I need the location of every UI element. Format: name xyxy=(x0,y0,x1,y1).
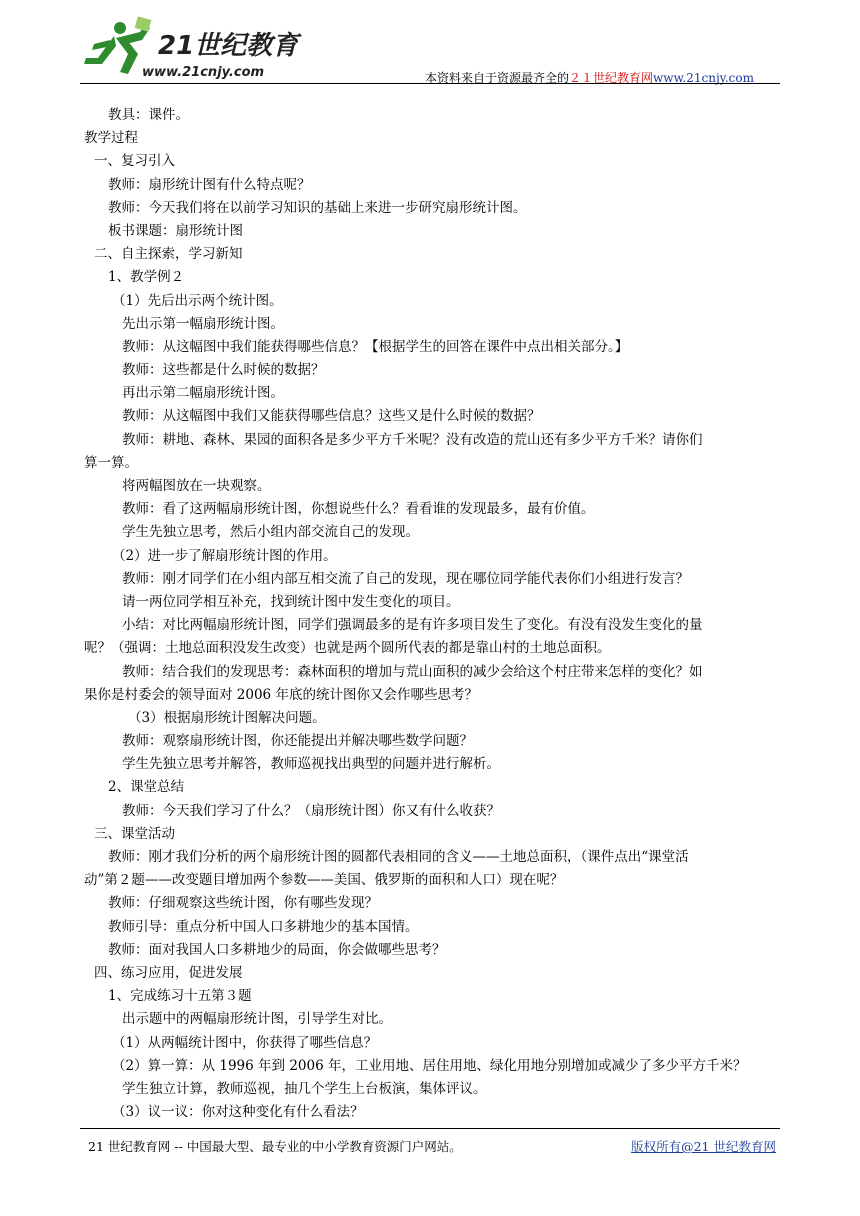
page-header xyxy=(80,14,780,86)
text-line: （1）先后出示两个统计图。 xyxy=(112,292,283,309)
text-line: 教师：这些都是什么时候的数据？ xyxy=(122,362,325,379)
footer-copyright-link[interactable]: 版权所有@21 世纪教育网 xyxy=(631,1139,776,1154)
text-line: （2）进一步了解扇形统计图的作用。 xyxy=(112,547,337,564)
text-line: （3）根据扇形统计图解决问题。 xyxy=(128,709,326,726)
text-line: 教师：从这幅图中我们又能获得哪些信息？这些又是什么时候的数据？ xyxy=(122,408,541,425)
text-line: 算一算。 xyxy=(84,454,138,471)
text-line: 教师：耕地、森林、果园的面积各是多少平方千米呢？没有改造的荒山还有多少平方千米？请你们 xyxy=(122,431,703,448)
text-line: 1、完成练习十五第３题 xyxy=(108,988,252,1005)
text-line: 教师：看了这两幅扇形统计图，你想说些什么？看看谁的发现最多，最有价值。 xyxy=(122,501,595,518)
footer-left-text: 21 世纪教育网 -- 中国最大型、最专业的中小学教育资源门户网站。 xyxy=(88,1139,462,1154)
text-line: 2、课堂总结 xyxy=(108,779,185,796)
text-line: 教师引导：重点分析中国人口多耕地少的基本国情。 xyxy=(108,918,419,935)
text-line: 教学过程 xyxy=(84,130,138,147)
text-line: 教师：刚才我们分析的两个扇形统计图的圆都代表相同的含义——土地总面积，（课件点出“课堂活 xyxy=(108,849,689,865)
text-line: 1、教学例２ xyxy=(108,269,185,286)
document-body xyxy=(84,104,780,1124)
text-line: 二、自主探索，学习新知 xyxy=(94,246,243,263)
text-line: 先出示第一幅扇形统计图。 xyxy=(122,315,284,332)
header-note-url[interactable]: www.21cnjy.com xyxy=(653,71,754,85)
text-line: 学生独立计算，教师巡视，抽几个学生上台板演，集体评议。 xyxy=(122,1080,487,1097)
text-line: （3）议一议：你对这种变化有什么看法？ xyxy=(112,1104,364,1121)
text-line: 教师：扇形统计图有什么特点呢？ xyxy=(108,176,311,193)
text-line: 一、复习引入 xyxy=(94,153,175,170)
text-line: 动”第２题——改变题目增加两个参数——美国、俄罗斯的面积和人口）现在呢？ xyxy=(84,872,564,889)
text-line: 出示题中的两幅扇形统计图，引导学生对比。 xyxy=(122,1011,392,1028)
text-line: 教师：今天我们将在以前学习知识的基础上来进一步研究扇形统计图。 xyxy=(108,199,527,216)
logo-url: www.21cnjy.com xyxy=(142,65,265,80)
text-line: 三、课堂活动 xyxy=(94,825,175,842)
text-line: 将两幅图放在一块观察。 xyxy=(122,478,271,494)
footer-divider xyxy=(80,1128,780,1129)
text-line: 呢？（强调：土地总面积没发生改变）也就是两个圆所代表的都是靠山村的土地总面积。 xyxy=(84,640,611,657)
header-note-prefix: 本资料来自于资源最齐全的 xyxy=(425,71,570,85)
text-line: 板书课题：扇形统计图 xyxy=(108,222,243,239)
text-line: 教师：面对我国人口多耕地少的局面，你会做哪些思考？ xyxy=(108,941,446,958)
text-line: 教师：今天我们学习了什么？（扇形统计图）你又有什么收获？ xyxy=(122,802,500,819)
text-line: （2）算一算：从 1996 年到 2006 年，工业用地、居住用地、绿化用地分别增加或减少了多少平方千米？ xyxy=(112,1057,747,1074)
text-line: 再出示第二幅扇形统计图。 xyxy=(122,385,284,402)
text-line: 学生先独立思考并解答，教师巡视找出典型的问题并进行解析。 xyxy=(122,756,500,773)
text-line: 学生先独立思考，然后小组内部交流自己的发现。 xyxy=(122,524,419,541)
header-divider xyxy=(80,83,780,84)
logo xyxy=(80,14,310,84)
text-line: 小结：对比两幅扇形统计图，同学们强调最多的是有许多项目发生了变化。有没有没发生变化的量 xyxy=(122,617,703,634)
text-line: 教师：仔细观察这些统计图，你有哪些发现？ xyxy=(108,895,378,912)
text-line: 教师：观察扇形统计图，你还能提出并解决哪些数学问题？ xyxy=(122,733,473,750)
text-line: 果你是村委会的领导面对 2006 年底的统计图你又会作哪些思考？ xyxy=(84,686,478,703)
text-line: 教师：刚才同学们在小组内部互相交流了自己的发现，现在哪位同学能代表你们小组进行发言？ xyxy=(122,570,689,587)
text-line: 请一两位同学相互补充，找到统计图中发生变化的项目。 xyxy=(122,593,460,610)
text-line: 教师：从这幅图中我们能获得哪些信息？【根据学生的回答在课件中点出相关部分。】 xyxy=(122,338,629,355)
text-line: 教师：结合我们的发现思考：森林面积的增加与荒山面积的减少会给这个村庄带来怎样的变化？如 xyxy=(122,663,703,680)
text-line: 教具：课件。 xyxy=(108,107,189,123)
text-line: （1）从两幅统计图中，你获得了哪些信息？ xyxy=(112,1034,378,1051)
header-note-site: ２１世纪教育网 xyxy=(569,71,654,85)
logo-text: 21世纪教育 xyxy=(158,31,299,61)
text-line: 四、练习应用，促进发展 xyxy=(94,964,243,981)
